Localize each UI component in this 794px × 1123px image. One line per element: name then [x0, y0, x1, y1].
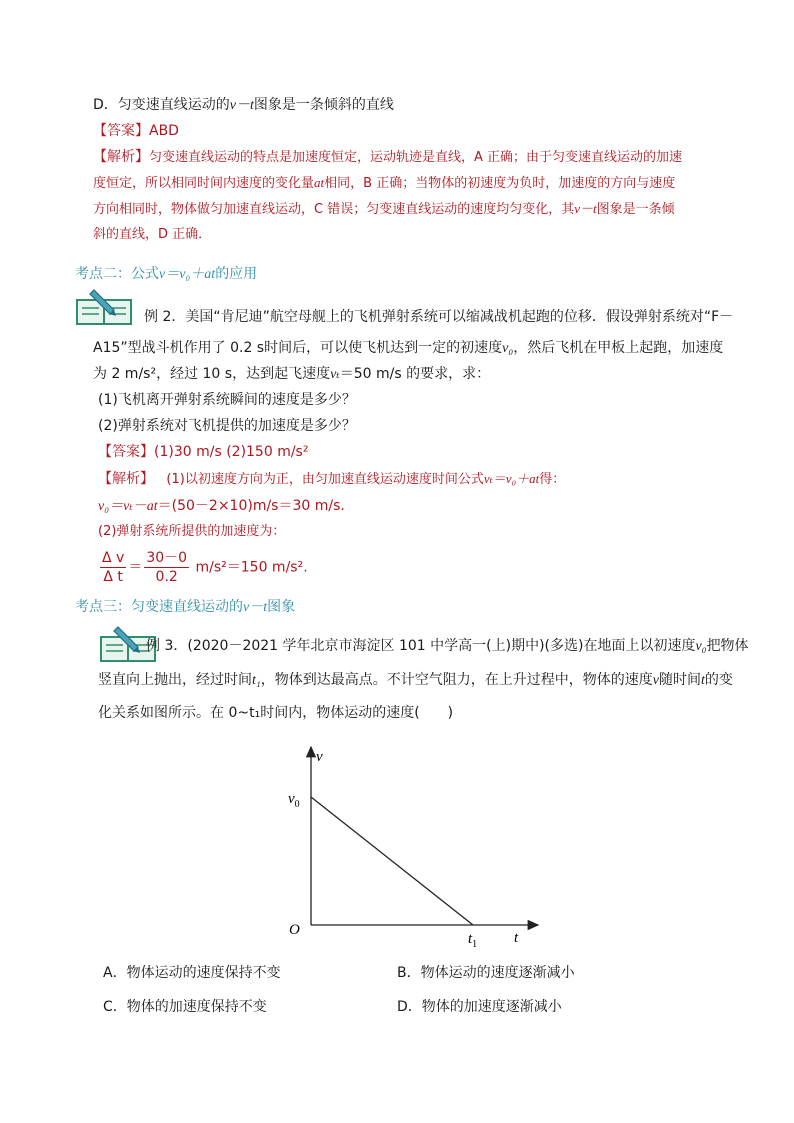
section-2-title: 考点二：公式v＝v₀＋at的应用	[75, 266, 258, 282]
q3-line3: 化关系如图所示。在 0~t₁时间内，物体运动的速度( )	[98, 705, 454, 721]
option-a[interactable]: A．物体运动的速度保持不变	[103, 965, 281, 981]
t-axis-label: t	[514, 930, 519, 946]
fraction-delta: $\frac{\text{Δ v}}{\text{Δ t}}$	[102, 550, 125, 585]
fraction-values: $\frac{30-0}{0.2}$	[146, 550, 188, 585]
book-pen-icon	[74, 288, 136, 328]
q2-subquestion-1: (1)飞机离开弹射系统瞬间的速度是多少？	[98, 392, 356, 408]
q2-subquestion-2: (2)弹射系统对飞机提供的加速度是多少？	[98, 418, 356, 434]
q2-analysis-line2: v₀＝vₜ－at＝(50－2×10)m/s＝30 m/s.	[98, 498, 345, 514]
q2-answer: 【答案】(1)30 m/s (2)150 m/s²	[98, 444, 309, 460]
q1-analysis-line3: 方向相同时，物体做匀加速直线运动，C 错误；匀变速直线运动的速度均匀变化，其v－t图象是一条倾	[93, 201, 675, 217]
v-axis-label: v	[316, 749, 323, 765]
q2-analysis-formula: $\frac{\text{Δ v}}{\text{Δ t}}$ ＝ $\frac{30-0}{0.2}$ m/s²＝150 m/s².	[102, 550, 308, 585]
option-c[interactable]: C．物体的加速度保持不变	[103, 999, 267, 1015]
velocity-time-graph	[280, 735, 550, 950]
section-3-title: 考点三：匀变速直线运动的v－t图象	[75, 599, 296, 615]
option-d-statement: D．匀变速直线运动的v－t图象是一条倾斜的直线	[93, 97, 394, 113]
option-d[interactable]: D．物体的加速度逐渐减小	[397, 999, 562, 1015]
option-b[interactable]: B．物体运动的速度逐渐减小	[397, 965, 575, 981]
q2-analysis-line1: 【解析】 (1)以初速度方向为正，由匀加速直线运动速度时间公式vₜ＝v₀＋at得：	[98, 471, 566, 487]
q2-line3: 为 2 m/s²，经过 10 s，达到起飞速度vₜ＝50 m/s 的要求，求：	[93, 366, 491, 382]
q2-line2: A15”型战斗机作用了 0.2 s时间后，可以使飞机达到一定的初速度v₀，然后飞机在甲板上起跑，加速度	[93, 340, 724, 356]
origin-label: O	[289, 922, 300, 938]
q2-analysis-line3: (2)弹射系统所提供的加速度为：	[98, 524, 286, 539]
q1-analysis-line1: 【解析】匀变速直线运动的特点是加速度恒定，运动轨迹是直线，A 正确；由于匀变速直线运动的加速	[93, 149, 683, 165]
v0-tick-label: $v_0$	[288, 791, 300, 810]
q1-analysis-line2: 度恒定，所以相同时间内速度的变化量at相同，B 正确；当物体的初速度为负时，加速度的方向与速度	[93, 175, 676, 191]
q3-line1: 例 3．(2020－2021 学年北京市海淀区 101 中学高一(上)期中)(多选)在地面上以初速度v₀把物体	[146, 638, 749, 654]
velocity-line	[311, 797, 473, 925]
q1-answer: 【答案】ABD	[93, 123, 179, 139]
q1-analysis-line4: 斜的直线，D 正确．	[93, 227, 212, 242]
t1-tick-label: $t_1$	[468, 931, 478, 950]
q3-line2: 竖直向上抛出，经过时间t₁，物体到达最高点。不计空气阻力，在上升过程中，物体的速度v随时间t的变	[98, 672, 733, 688]
q2-line1: 例 2．美国“肯尼迪”航空母舰上的飞机弹射系统可以缩减战机起跑的位移．假设弹射系统对“F－	[144, 309, 734, 325]
